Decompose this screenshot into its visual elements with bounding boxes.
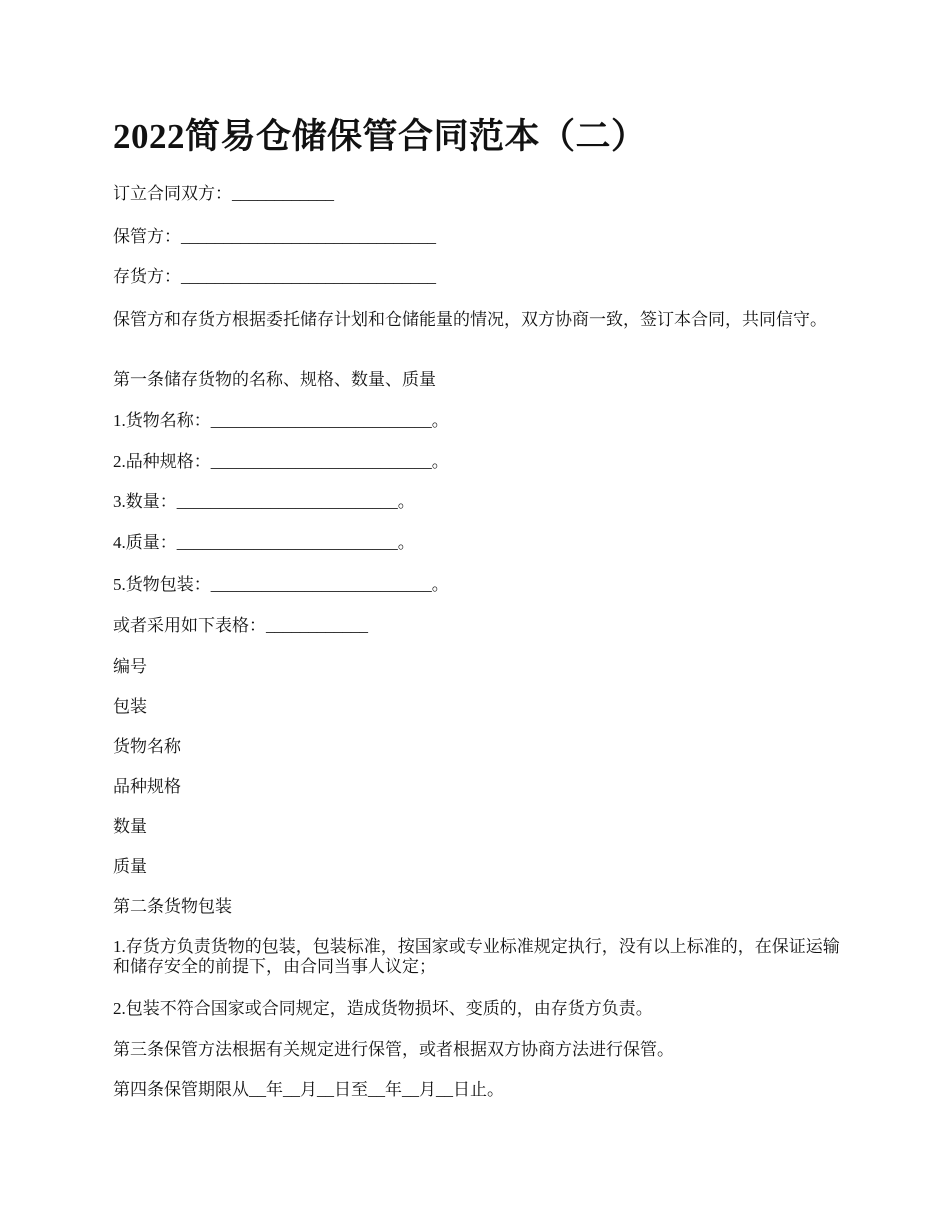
table-field-goods-name: 货物名称 (113, 737, 181, 756)
article-2-item-1: 1.存货方负责货物的包装，包装标准，按国家或专业标准规定执行，没有以上标准的，在保证运输和储存安全的前提下，由合同当事人议定； (113, 937, 840, 976)
table-field-specification: 品种规格 (113, 777, 181, 796)
article-2-heading: 第二条货物包装 (113, 897, 232, 916)
table-field-quality: 质量 (113, 857, 147, 876)
paragraph-preamble: 保管方和存货方根据委托储存计划和仓储能量的情况，双方协商一致，签订本合同，共同信守。 (113, 310, 827, 329)
article-4: 第四条保管期限从__年__月__日至__年__月__日止。 (113, 1080, 504, 1099)
paragraph-table-option: 或者采用如下表格：____________ (113, 616, 368, 635)
paragraph-custodian: 保管方：______________________________ (113, 227, 436, 246)
document-title: 2022简易仓储保管合同范本（二） (113, 117, 647, 156)
item-quality: 4.质量：__________________________。 (113, 533, 415, 552)
table-field-packaging: 包装 (113, 697, 147, 716)
article-3: 第三条保管方法根据有关规定进行保管，或者根据双方协商方法进行保管。 (113, 1040, 674, 1059)
article-2-item-2: 2.包装不符合国家或合同规定，造成货物损坏、变质的，由存货方负责。 (113, 999, 653, 1018)
article-1-heading: 第一条储存货物的名称、规格、数量、质量 (113, 370, 436, 389)
item-goods-name: 1.货物名称：__________________________。 (113, 411, 449, 430)
paragraph-depositor: 存货方：______________________________ (113, 267, 436, 286)
item-packaging: 5.货物包装：__________________________。 (113, 575, 449, 594)
paragraph-parties: 订立合同双方：____________ (113, 184, 334, 203)
table-field-quantity: 数量 (113, 817, 147, 836)
item-specification: 2.品种规格：__________________________。 (113, 452, 449, 471)
item-quantity: 3.数量：__________________________。 (113, 492, 415, 511)
table-field-number: 编号 (113, 657, 147, 676)
